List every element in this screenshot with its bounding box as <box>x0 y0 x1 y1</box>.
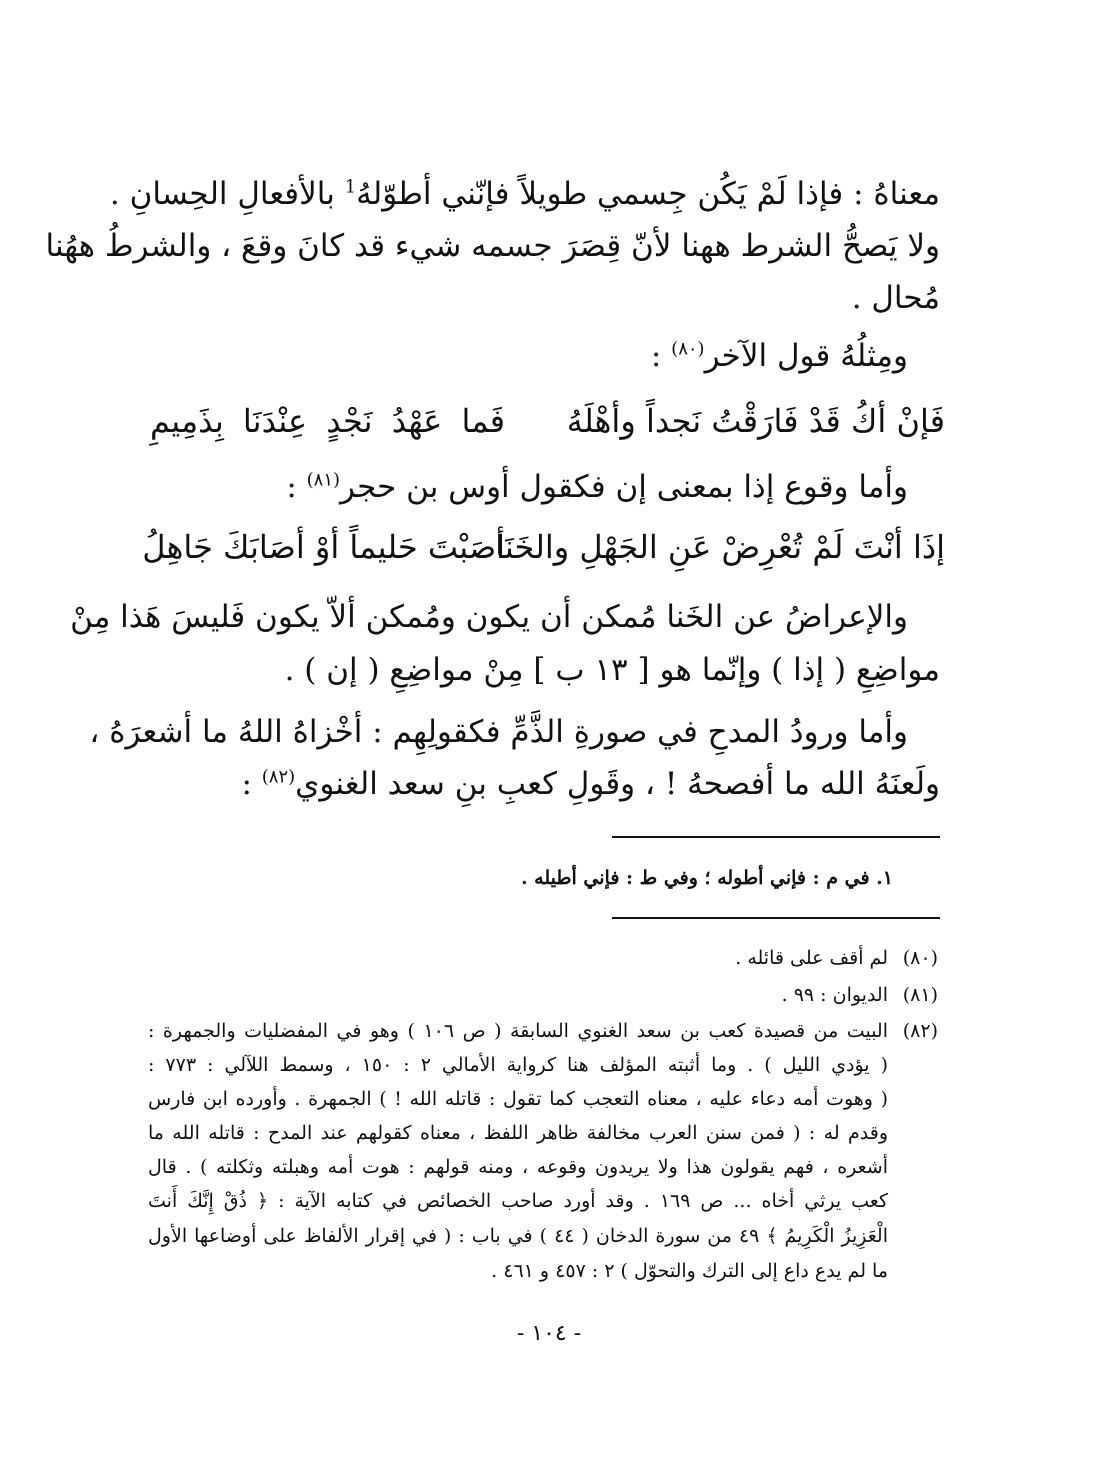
body-line-5 <box>208 465 908 513</box>
verse-1 <box>150 398 945 448</box>
editor-footnote-marker: 1 <box>344 176 357 198</box>
footnote-number: (٨١) <box>902 984 938 1006</box>
footnote-line: لم أقف على قائله . <box>735 947 888 969</box>
body-line-7 <box>155 648 940 696</box>
separator-rule <box>612 836 940 838</box>
body-text: بالأفعالِ الحِسانِ . <box>109 176 345 212</box>
body-line-6 <box>70 595 908 643</box>
separator-rule <box>612 917 940 919</box>
footnote-number: (٨٠) <box>902 947 938 969</box>
footnote-80 <box>148 944 938 974</box>
body-line-1 <box>109 172 940 220</box>
footnote-ref-82: (٨٢) <box>261 766 296 788</box>
body-text: : <box>286 469 307 505</box>
footnote-line: ما لم يدع داع إلى الترك والتحوّل ) ٢ : ٤٥٧ و ٤٦١ . <box>491 1260 888 1282</box>
footnote-ref-81: (٨١) <box>306 469 341 491</box>
body-text: ومِثلُهُ قول الآخر <box>704 338 908 374</box>
footnote-line: الْعَزِيزُ الْكَرِيمُ ﴾ ٤٩ من سورة الدخان ( ٤٤ ) في باب : ( في إقرار الألفاظ على أوضاعها الأول <box>148 1225 888 1247</box>
body-text: معناهُ : فإذا لَمْ يَكُن جِسمي طويلاً فإنّني أطوّلهُ <box>356 176 940 212</box>
footnote-line: كعب يرثي أخاه ... ص ١٦٩ . وقد أورد صاحب الخصائص في كتابه الآية : ﴿ ذُقْ إِنَّكَ أَنتَ <box>148 1190 889 1212</box>
body-text: ولَعنَهُ الله ما أفصحهُ ! ، وقَولِ كعبِ بنِ سعد الغنوي <box>295 766 940 802</box>
footnote-81 <box>148 981 938 1011</box>
footnote-number: (٨٢) <box>902 1020 938 1042</box>
body-text: وأما وقوع إذا بمعنى إن فكقول أوس بن حجر <box>340 469 908 505</box>
editor-note-text: ١. في م : فإني أطوله ؛ وفي ط : فإني أطيله . <box>520 867 893 889</box>
body-text: : <box>650 338 672 374</box>
footnote-line: البيت من قصيدة كعب بن سعد الغنوي السابقة ( ص ١٠٦ ) وهو في المفضليات والجمهرة : <box>148 1020 888 1042</box>
body-text: ولا يَصحُّ الشرط ههنا لأنّ قِصَرَ جسمه شيء قد كانَ وقعَ ، والشرطُ ههُنا <box>45 228 940 264</box>
body-text: : <box>241 766 262 802</box>
verse-1-first-hemistich: فَإنْ أكُ قَدْ فَارَقْتُ نَجداً وأهْلَهُ <box>566 402 945 440</box>
body-text: والإعراضُ عن الخَنا مُمكن أن يكون ومُمكن ألاّ يكون فَليسَ هَذا مِنْ <box>70 599 908 635</box>
body-line-8 <box>89 710 908 758</box>
verse-1-second-hemistich: فَما عَهْدُ نَجْدٍ عِنْدَنَا بِذَمِيمِ <box>150 402 505 440</box>
body-line-2 <box>45 224 940 272</box>
body-text: مُحال . <box>851 280 940 316</box>
footnote-82 <box>148 1017 938 1307</box>
footnote-line: الديوان : ٩٩ . <box>781 984 888 1006</box>
footnote-line: أشعره ، فهم يقولون هذا ولا يريدون وقوعه ، ومنه قولهم : هوت أمه وهبلته وثكلته ) . قال <box>148 1156 888 1178</box>
body-line-3 <box>155 276 940 324</box>
body-line-4 <box>208 334 908 382</box>
verse-2-first-hemistich: إذَا أنْتَ لَمْ تُعْرِضْ عَنِ الجَهْلِ والخَنَا <box>495 528 945 566</box>
body-line-9 <box>155 762 940 810</box>
footnote-line: ( يؤدي الليل ) . وما أثبته المؤلف هنا كرواية الأمالي ٢ : ١٥٠ ، وسمط اللآلي : ٧٧٣ : <box>148 1054 888 1076</box>
verse-2 <box>142 524 945 574</box>
page-number: - ١٠٤ - <box>516 1321 582 1346</box>
editor-note <box>193 864 893 894</box>
body-text: وأما ورودُ المدحِ في صورةِ الذَّمِّ فكقولِهِم : أخْزاهُ اللهُ ما أشعرَهُ ، <box>89 714 908 750</box>
verse-2-second-hemistich: أصَبْتَ حَليماً أوْ أصَابَكَ جَاهِلُ <box>142 528 505 566</box>
footnote-line: وقدم له : ( فمن سنن العرب مخالفة ظاهر اللفظ ، معناه كقولهم عند المدح : قاتله الله ما <box>148 1122 888 1144</box>
footnote-ref-80: (٨٠) <box>671 338 705 360</box>
footnote-line: ( وهوت أمه دعاء عليه ، معناه التعجب كما تقول : قاتله الله ! ) الجمهرة . وأورده ابن فارس <box>148 1088 888 1110</box>
body-text: مواضِعِ ( إذا ) وإنّما هو [ ١٣ ب ] مِنْ مواضِعِ ( إن ) . <box>284 652 940 688</box>
